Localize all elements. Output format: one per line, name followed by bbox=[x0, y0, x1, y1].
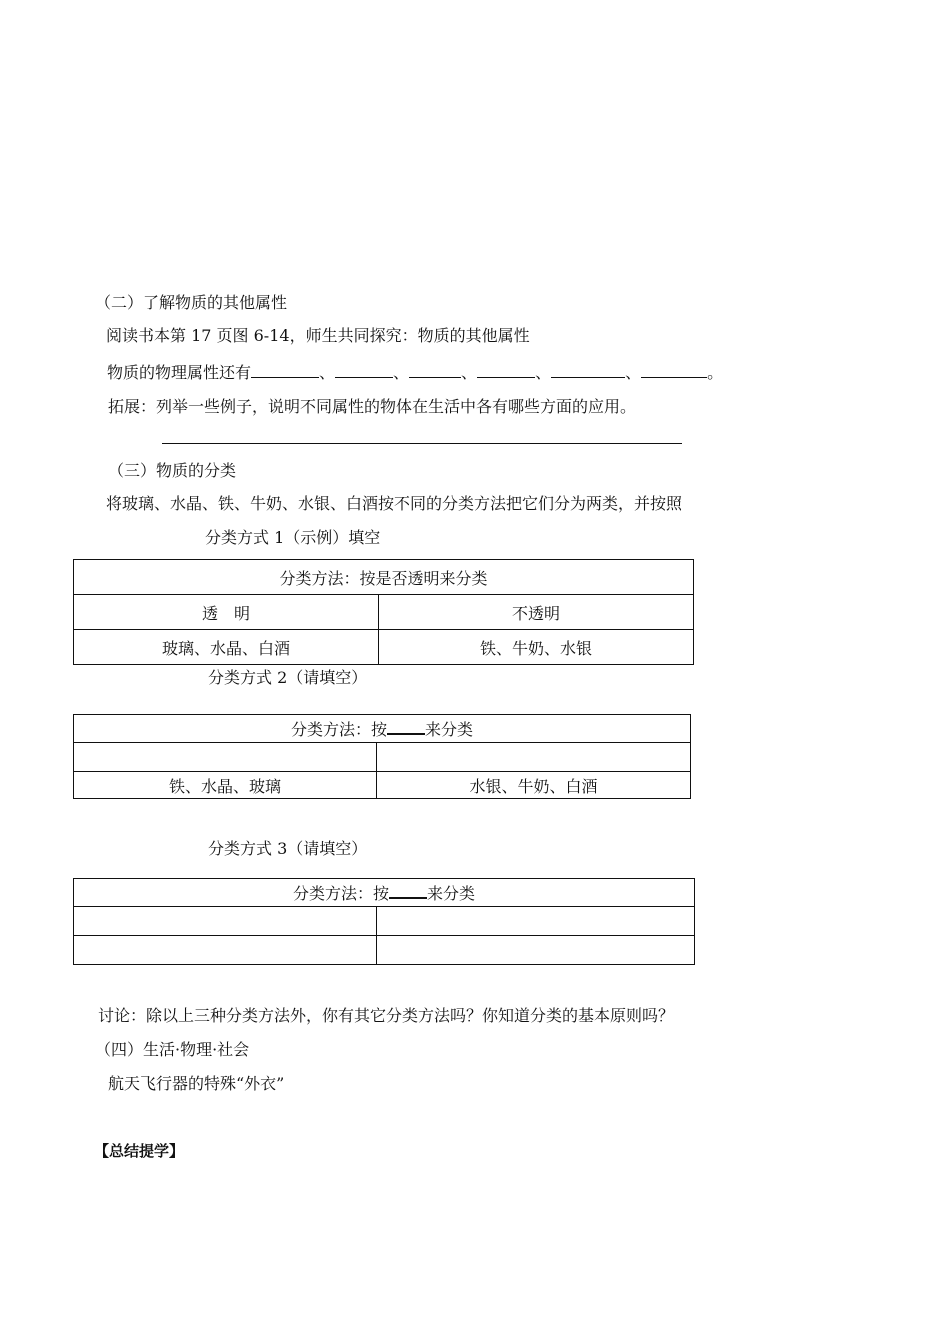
sentence-end: 。 bbox=[707, 363, 724, 382]
table2-method bbox=[74, 715, 691, 743]
classification-table-3 bbox=[73, 878, 695, 965]
table3-method-blank[interactable] bbox=[389, 883, 427, 899]
table3-method bbox=[74, 879, 695, 907]
section3-heading: （三）物质的分类 bbox=[108, 461, 237, 480]
table1-header-opaque: 不透明 bbox=[379, 595, 694, 630]
blank-5[interactable] bbox=[551, 361, 625, 378]
table2-cell-left: 铁、水晶、玻璃 bbox=[74, 772, 377, 799]
table3-cell-right[interactable] bbox=[377, 936, 695, 965]
table2-header-right[interactable] bbox=[377, 743, 691, 772]
table2-method-prefix: 分类方法：按 bbox=[290, 720, 387, 739]
separator: 、 bbox=[535, 363, 552, 382]
separator: 、 bbox=[393, 363, 410, 382]
table1-method: 分类方法：按是否透明来分类 bbox=[74, 560, 694, 595]
summary-heading: 【总结提学】 bbox=[94, 1142, 185, 1160]
mode1-label: 分类方式 1（示例）填空 bbox=[205, 528, 381, 547]
table3-method-prefix: 分类方法：按 bbox=[292, 884, 389, 903]
section4-heading: （四）生活·物理·社会 bbox=[95, 1040, 250, 1059]
classification-instruction: 将玻璃、水晶、铁、牛奶、水银、白酒按不同的分类方法把它们分为两类，并按照 bbox=[106, 494, 683, 513]
physical-properties-line bbox=[107, 361, 723, 384]
section2-reading: 阅读书本第 17 页图 6-14，师生共同探究：物质的其他属性 bbox=[106, 326, 530, 345]
separator: 、 bbox=[319, 363, 336, 382]
discussion-question: 讨论：除以上三种分类方法外，你有其它分类方法吗？你知道分类的基本原则吗？ bbox=[98, 1006, 675, 1025]
table1-cell-transparent: 玻璃、水晶、白酒 bbox=[74, 630, 379, 665]
section4-topic: 航天飞行器的特殊“外衣” bbox=[108, 1074, 285, 1093]
table3-method-suffix: 来分类 bbox=[427, 884, 476, 903]
table2-cell-right: 水银、牛奶、白酒 bbox=[377, 772, 691, 799]
table2-method-blank[interactable] bbox=[387, 719, 425, 735]
classification-table-1 bbox=[73, 559, 694, 665]
table3-header-left[interactable] bbox=[74, 907, 377, 936]
blank-1[interactable] bbox=[251, 361, 319, 378]
blank-2[interactable] bbox=[335, 361, 393, 378]
separator: 、 bbox=[461, 363, 478, 382]
blank-4[interactable] bbox=[477, 361, 535, 378]
separator: 、 bbox=[625, 363, 642, 382]
answer-line[interactable] bbox=[162, 443, 682, 444]
table3-header-right[interactable] bbox=[377, 907, 695, 936]
classification-table-2 bbox=[73, 714, 691, 799]
blank-3[interactable] bbox=[409, 361, 461, 378]
extension-prompt: 拓展：列举一些例子，说明不同属性的物体在生活中各有哪些方面的应用。 bbox=[108, 397, 637, 416]
table3-cell-left[interactable] bbox=[74, 936, 377, 965]
mode2-label: 分类方式 2（请填空） bbox=[208, 668, 368, 687]
blank-6[interactable] bbox=[641, 361, 707, 378]
mode3-label: 分类方式 3（请填空） bbox=[208, 839, 368, 858]
table2-header-left[interactable] bbox=[74, 743, 377, 772]
table1-header-transparent: 透 明 bbox=[74, 595, 379, 630]
properties-prefix: 物质的物理属性还有 bbox=[107, 363, 252, 382]
table2-method-suffix: 来分类 bbox=[425, 720, 474, 739]
table1-cell-opaque: 铁、牛奶、水银 bbox=[379, 630, 694, 665]
section2-heading: （二）了解物质的其他属性 bbox=[95, 293, 288, 312]
